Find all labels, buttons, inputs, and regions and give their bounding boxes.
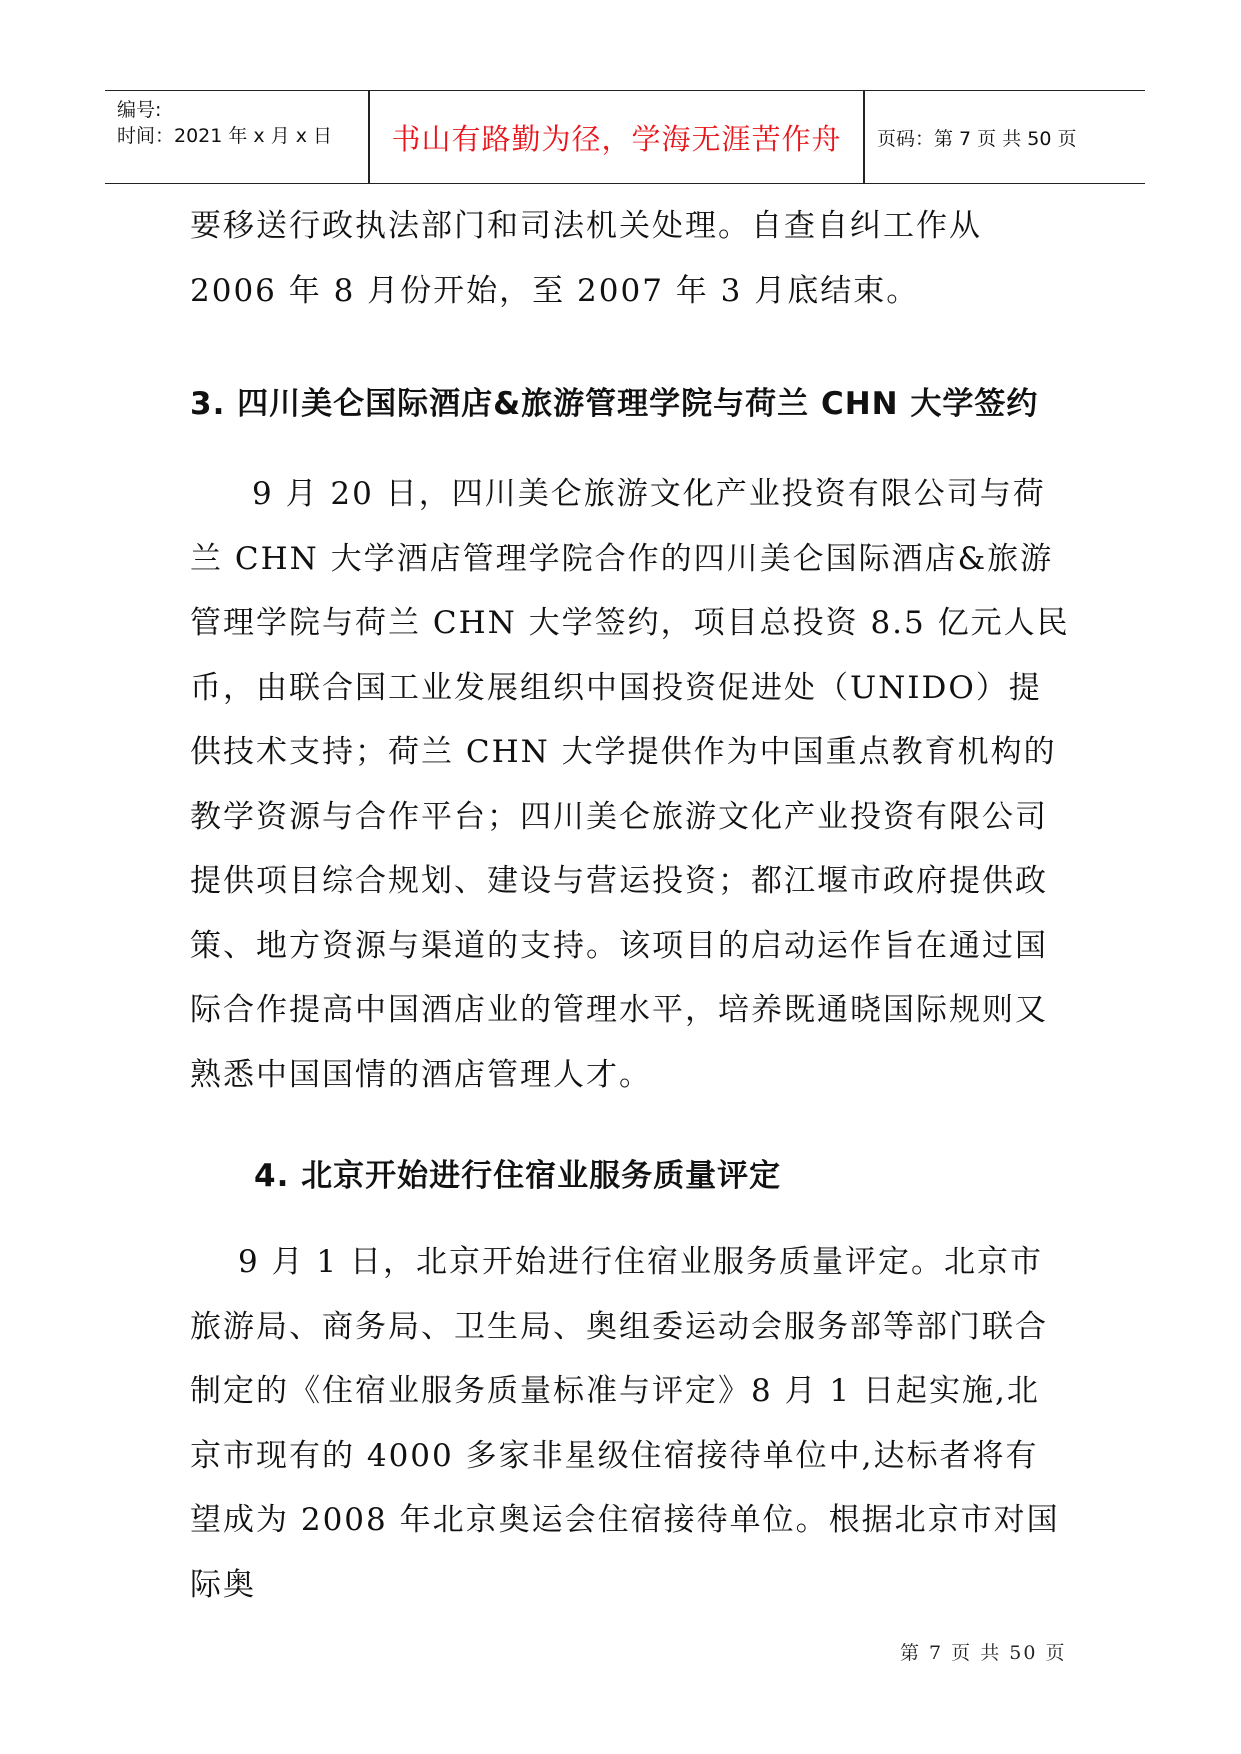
paragraph-3-text: 9 月 1 日，北京开始进行住宿业服务质量评定。北京市旅游局、商务局、卫生局、奥组委运动会服务部等部门联合制定的《住宿业服务质量标准与评定》8 月 1 日起实施,北京市现有的 4000 多家非星级住宿接待单位中,达标者将有望成为 2008 年北京奥运会住宿接待单位。根据北京市对国际奥 [190,1244,1060,1603]
time-label: 时间：2021 年 x 月 x 日 [117,125,333,147]
number-label: 编号: [117,99,162,121]
section-heading-4: 4. 北京开始进行住宿业服务质量评定 [254,1158,782,1194]
paragraph-1: 要移送行政执法部门和司法机关处理。自查自纠工作从 2006 年 8 月份开始，至 2007 年 3 月底结束。 [190,208,982,309]
page-footer: 第 7 页 共 50 页 [900,1642,1067,1664]
document-header [105,90,1145,184]
header-motto: 书山有路勤为径，学海无涯苦作舟 [391,121,842,156]
header-divider [863,91,865,183]
header-page-label: 页码：第 7 页 共 50 页 [877,127,1077,150]
paragraph-3 [190,1230,1070,1617]
paragraph-2 [190,462,1070,1107]
section-heading-3: 3. 四川美仑国际酒店&旅游管理学院与荷兰 CHN 大学签约 [190,386,1039,422]
paragraph-2-text: 9 月 20 日，四川美仑旅游文化产业投资有限公司与荷兰 CHN 大学酒店管理学院合作的四川美仑国际酒店&旅游管理学院与荷兰 CHN 大学签约，项目总投资 8.5 亿元人民币，由联合国工业发展组织中国投资促进处（UNIDO）提供技术支持；荷兰 CHN 大学提供作为中国重点教育机构的教学资源与合作平台；四川美仑旅游文化产业投资有限公司提供项目综合规划、建设与营运投资；都江堰市政府提供政策、地方资源与渠道的支持。该项目的启动运作旨在通过国际合作提高中国酒店业的管理水平，培养既通晓国际规则又熟悉中国国情的酒店管理人才。 [190,476,1070,1093]
